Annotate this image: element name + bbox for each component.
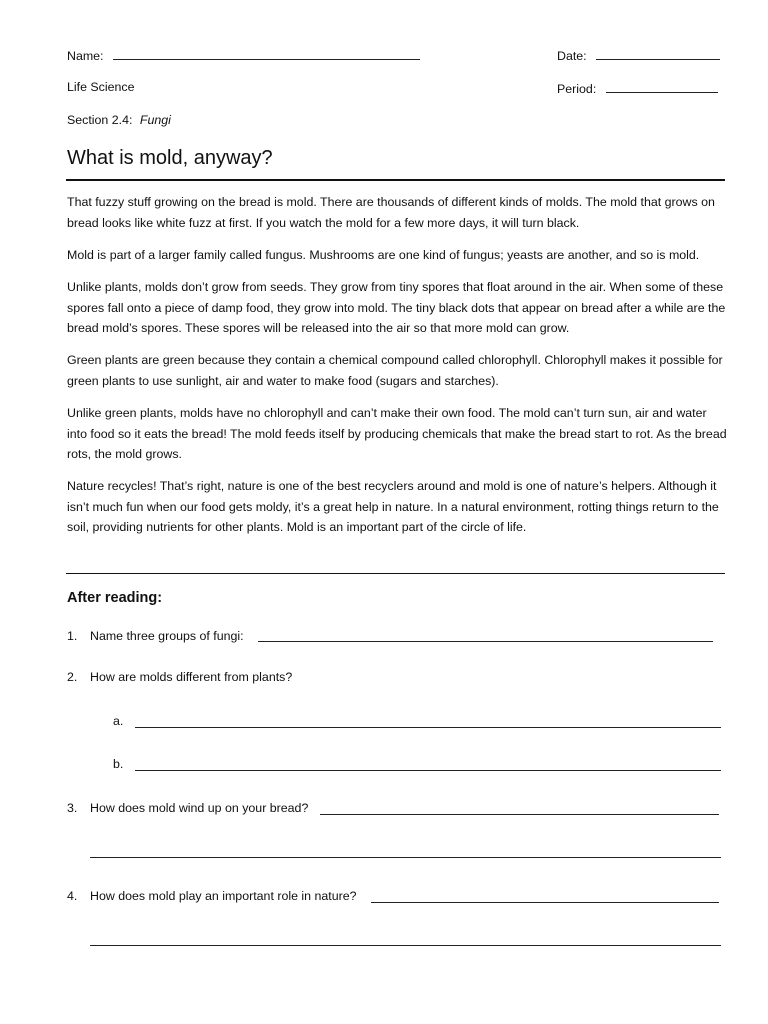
period-row <box>557 80 718 96</box>
period-label: Period: <box>557 82 597 96</box>
name-blank[interactable] <box>113 47 420 60</box>
question-2-sub-b: b. <box>113 757 124 771</box>
question-4-answer-line[interactable] <box>371 902 719 903</box>
date-blank[interactable] <box>596 47 720 60</box>
paragraph-1: That fuzzy stuff growing on the bread is mold. There are thousands of different kinds of molds. The mold that grows on bread looks like white fuzz at first. If you watch the mold for a few more days, it will turn black. <box>67 195 715 230</box>
paragraph-5: Unlike green plants, molds have no chlorophyll and can’t make their own food. The mold can’t turn sun, air and water into food so it eats the bread! The mold feeds itself by producing chemicals that make the bread start to rot. As the bread rots, the mold grows. <box>67 406 727 461</box>
title-divider <box>66 179 725 181</box>
question-1-answer-line[interactable] <box>258 641 713 642</box>
paragraph-4: Green plants are green because they contain a chemical compound called chlorophyll. Chlorophyll makes it possible for green plants to use sunlight, air and water to make food (sugars and starches). <box>67 353 723 388</box>
question-3-answer-line[interactable] <box>320 814 719 815</box>
period-blank[interactable] <box>606 80 718 93</box>
name-row <box>67 47 420 63</box>
question-4-answer-line-2[interactable] <box>90 945 721 946</box>
question-2-sub-a: a. <box>113 714 124 728</box>
question-3-text: How does mold wind up on your bread? <box>90 801 309 815</box>
question-2-text: How are molds different from plants? <box>90 670 293 684</box>
section-label: Section 2.4: <box>67 113 133 127</box>
question-2a-answer-line[interactable] <box>135 727 721 728</box>
section-topic: Fungi <box>139 113 171 127</box>
name-label: Name: <box>67 49 104 63</box>
question-3-number: 3. <box>67 801 78 815</box>
subject-label: Life Science <box>67 80 135 94</box>
question-2-number: 2. <box>67 670 78 684</box>
question-1-number: 1. <box>67 629 78 643</box>
question-4-text: How does mold play an important role in nature? <box>90 889 357 903</box>
question-1-text: Name three groups of fungi: <box>90 629 244 643</box>
after-reading-heading: After reading: <box>67 590 163 606</box>
section-row <box>67 113 171 127</box>
paragraph-6: Nature recycles! That’s right, nature is one of the best recyclers around and mold is one of nature’s helpers. Although it isn’t much fun when our food gets moldy, it’s a great help in nature. In a natural environment, rotting things return to the soil, providing nutrients for other plants. Mold is an important part of the circle of life. <box>67 479 719 534</box>
date-label: Date: <box>557 49 587 63</box>
paragraph-2: Mold is part of a larger family called fungus. Mushrooms are one kind of fungus; yeasts are another, and so is mold. <box>67 248 700 262</box>
paragraph-3: Unlike plants, molds don’t grow from seeds. They grow from tiny spores that float around in the air. When some of these spores fall onto a piece of damp food, they grow into mold. The tiny black dots that appear on bread after a while are the bread mold’s spores. These spores will be released into the air so that more mold can grow. <box>67 280 726 335</box>
section-divider <box>66 573 725 574</box>
question-2b-answer-line[interactable] <box>135 770 721 771</box>
page-title: What is mold, anyway? <box>67 147 273 169</box>
question-3-answer-line-2[interactable] <box>90 857 721 858</box>
question-4-number: 4. <box>67 889 78 903</box>
date-row <box>557 47 720 63</box>
